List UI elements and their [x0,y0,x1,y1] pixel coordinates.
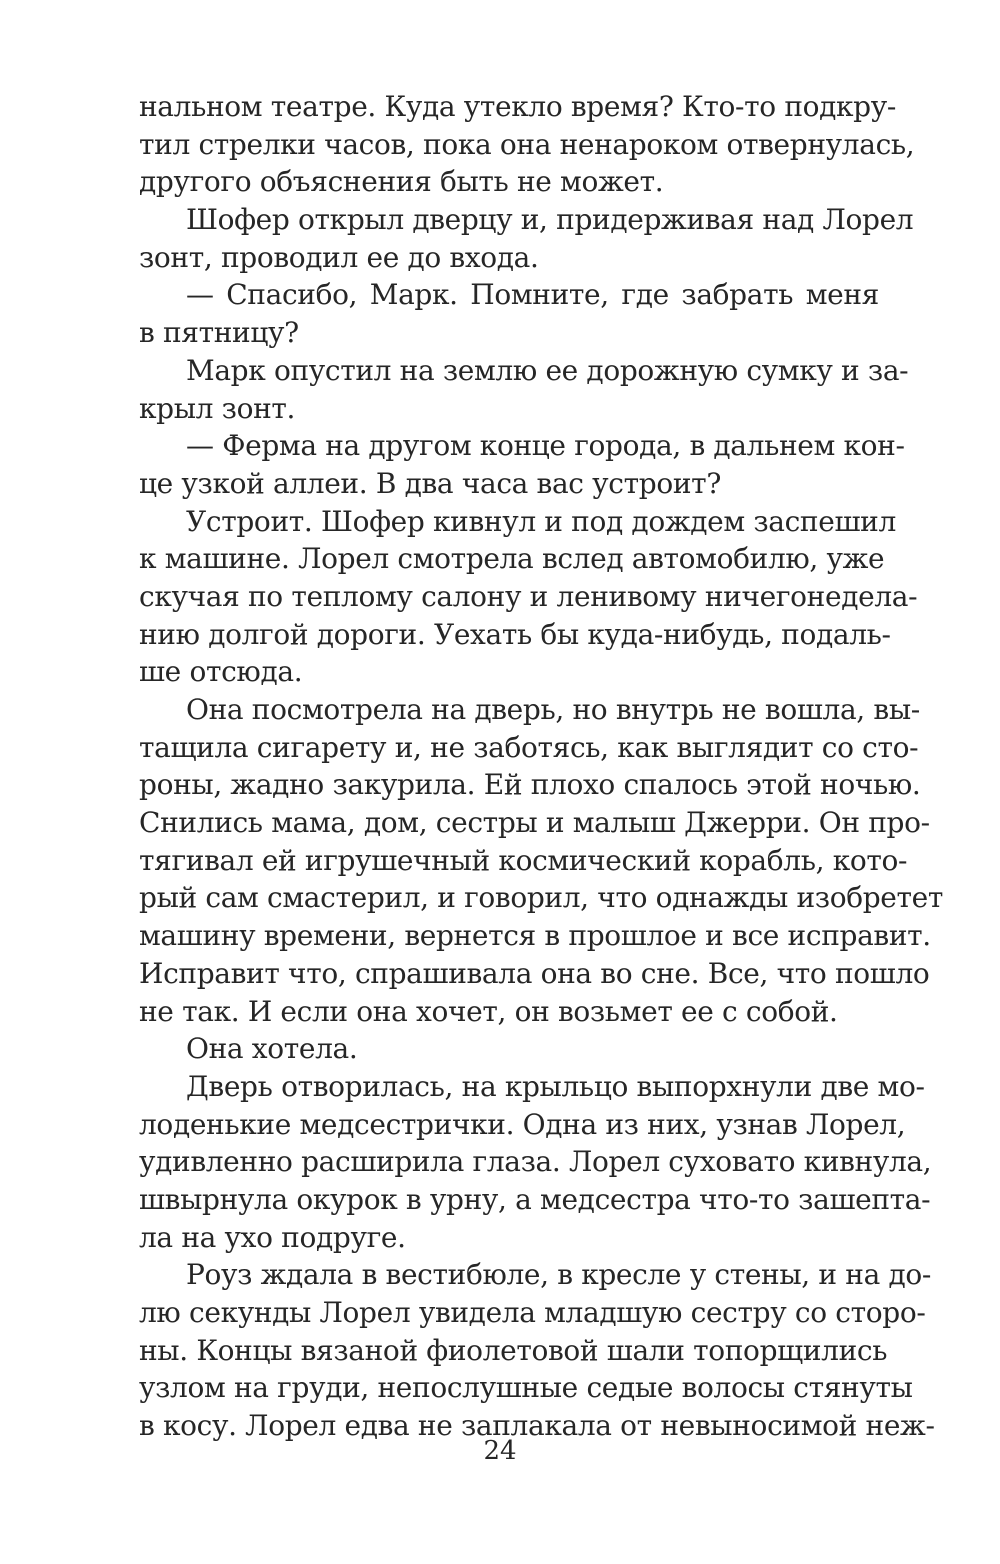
text-line: ны. Концы вязаной фиолетовой шали топорщились [139,1333,888,1367]
text-line: в косу. Лорел едва не заплакала от невыносимой неж- [139,1409,935,1443]
text-line: тащила сигарету и, не заботясь, как выглядит со сто- [139,730,919,764]
text-line: тил стрелки часов, пока она ненароком отвернулась, [139,127,915,161]
text-line: — Ферма на другом конце города, в дальнем кон- [186,429,905,463]
text-line: швырнула окурок в урну, а медсестра что-то зашепта- [139,1182,931,1216]
text-line: нию долгой дороги. Уехать бы куда-нибудь, подаль- [139,617,891,651]
text-line: тягивал ей игрушечный космический корабль, кото- [139,843,908,877]
text-line: не так. И если она хочет, он возьмет ее с собой. [139,994,838,1028]
text-line: скучая по теплому салону и ленивому ничегонедела- [139,579,918,613]
text-line: роны, жадно закурила. Ей плохо спалось этой ночью. [139,768,921,802]
page-number: 24 [483,1436,517,1466]
text-line: лоденькие медсестрички. Одна из них, узнав Лорел, [139,1107,906,1141]
text-line: Она хотела. [186,1032,358,1066]
text-line: — Спасибо, Марк. Помните, где забрать меня [186,278,879,312]
text-line: ше отсюда. [139,655,303,689]
text-line: Марк опустил на землю ее дорожную сумку и за- [186,353,909,387]
text-line: Исправит что, спрашивала она во сне. Все, что пошло [139,956,930,990]
text-line: рый сам смастерил, и говорил, что однажды изобретет [139,881,944,915]
text-line: це узкой аллеи. В два часа вас устроит? [139,466,721,500]
text-line: лю секунды Лорел увидела младшую сестру со сторо- [139,1296,926,1329]
text-line: узлом на груди, непослушные седые волосы стянуты [139,1371,913,1405]
text-line: к машине. Лорел смотрела вслед автомобилю, уже [139,542,885,576]
text-line: Шофер открыл дверцу и, придерживая над Лорел [186,203,914,237]
text-line: в пятницу? [139,316,299,350]
text-line: другого объяснения быть не может. [139,165,664,199]
text-line: Дверь отворилась, на крыльцо выпорхнули две мо- [186,1069,925,1103]
text-line: Снились мама, дом, сестры и малыш Джерри. Он про- [139,806,930,840]
body-text [139,88,944,1445]
text-line: ла на ухо подруге. [139,1220,406,1254]
text-line: Она посмотрела на дверь, но внутрь не вошла, вы- [186,693,920,726]
text-line: нальном театре. Куда утекло время? Кто-то подкру- [139,90,896,123]
text-line: Устроит. Шофер кивнул и под дождем заспешил [186,504,896,538]
text-line: Роуз ждала в вестибюле, в кресле у стены, и на до- [186,1258,931,1292]
text-line: крыл зонт. [139,391,296,425]
text-line: машину времени, вернется в прошлое и все исправит. [139,919,931,953]
text-line: удивленно расширила глаза. Лорел суховато кивнула, [139,1145,932,1179]
text-line: зонт, проводил ее до входа. [139,240,539,274]
